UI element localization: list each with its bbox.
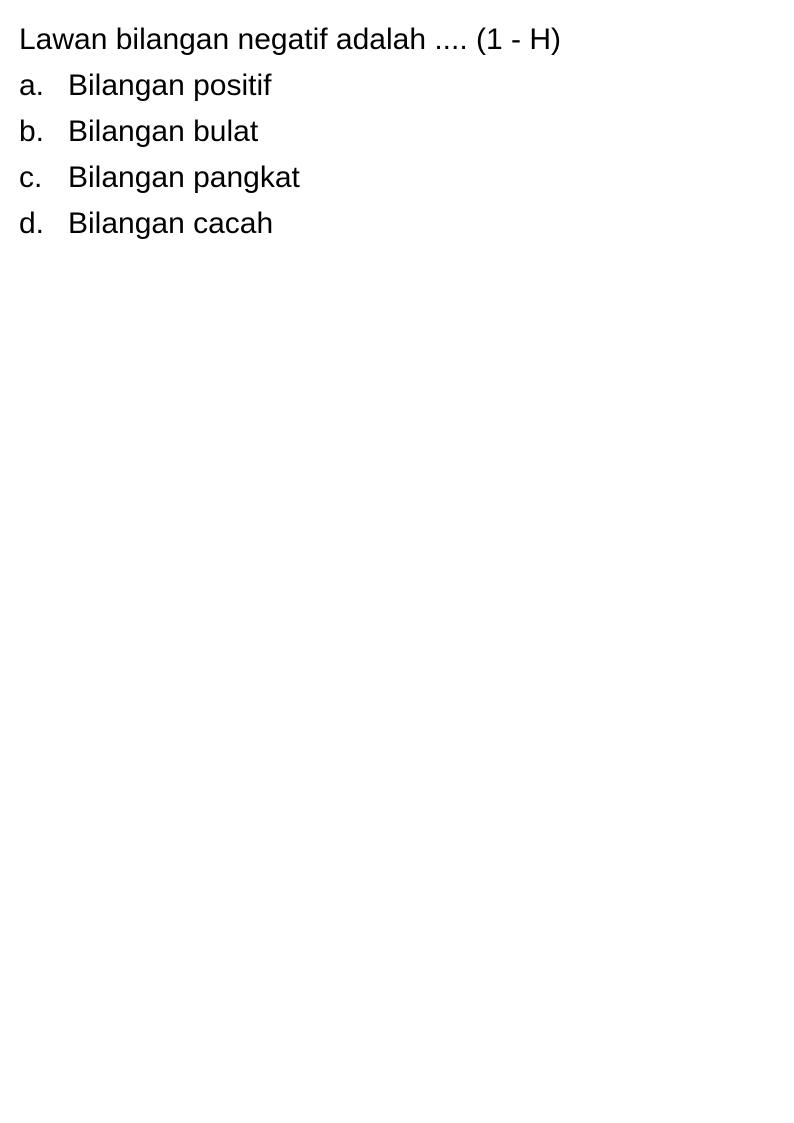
- option-text: Bilangan cacah: [68, 207, 274, 240]
- option-text: Bilangan pangkat: [68, 161, 300, 194]
- option-c: [19, 158, 300, 204]
- option-text: Bilangan bulat: [68, 115, 259, 148]
- option-d: [19, 204, 300, 250]
- option-letter: b.: [19, 115, 45, 148]
- option-text: Bilangan positif: [68, 69, 272, 102]
- question-text: Lawan bilangan negatif adalah .... (1 - H): [19, 23, 562, 56]
- option-letter: d.: [19, 207, 45, 240]
- option-a: [19, 66, 300, 112]
- option-letter: c.: [19, 161, 43, 194]
- option-letter: a.: [19, 69, 45, 102]
- option-b: [19, 112, 300, 158]
- answer-options-list: [19, 66, 300, 250]
